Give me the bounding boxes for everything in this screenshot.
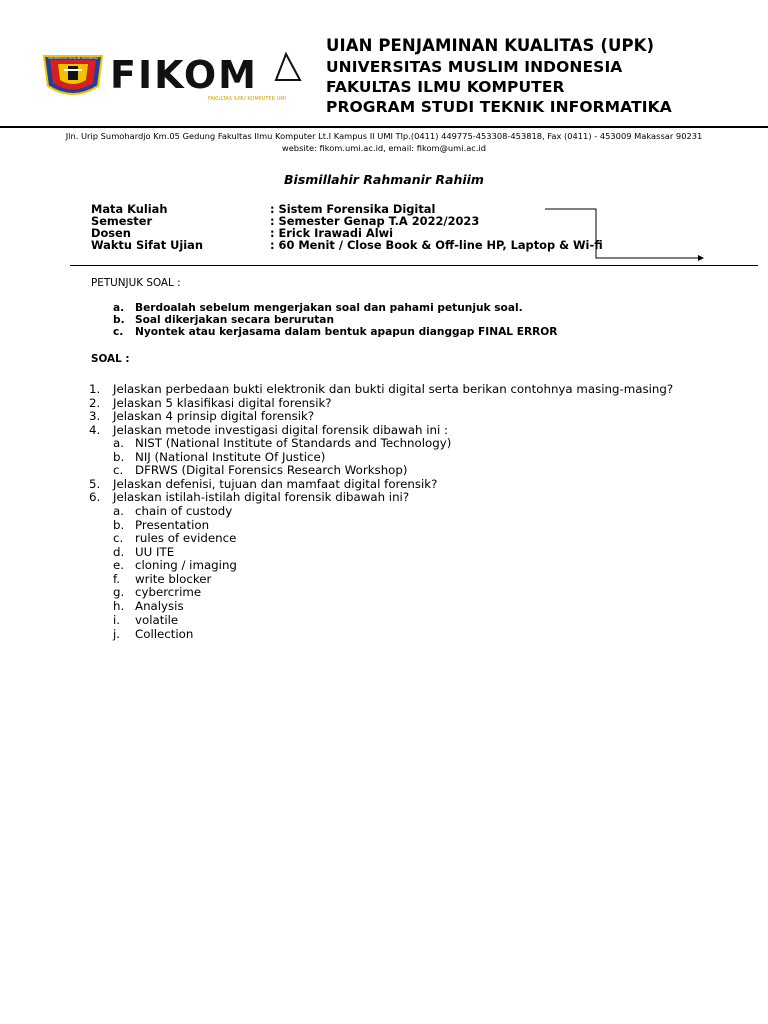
sub-item-marker: b.: [113, 518, 125, 532]
instruction-marker: a.: [113, 302, 125, 314]
bracket-arrow: [540, 200, 710, 266]
question-text: Jelaskan perbedaan bukti elektronik dan bukti digital serta berikan contohnya masing-masing?: [113, 382, 674, 396]
question-number: 5.: [89, 477, 101, 491]
emblem-text: UNIVERSITAS MUSLIM INDONESIA: [47, 56, 99, 60]
sub-item-marker: b.: [113, 450, 125, 464]
sub-item-marker: c.: [113, 531, 124, 545]
header-divider: [0, 126, 768, 128]
contact-line: website: fikom.umi.ac.id, email: fikom@umi.ac.id: [281, 143, 487, 153]
question-number: 2.: [89, 396, 101, 410]
sub-item-marker: a.: [113, 436, 124, 450]
question-text: Jelaskan istilah-istilah digital forensik dibawah ini?: [113, 490, 410, 504]
sub-item-text: volatile: [135, 613, 179, 627]
sub-item-marker: f.: [113, 572, 121, 586]
header-program: PROGRAM STUDI TEKNIK INFORMATIKA: [326, 98, 672, 116]
sub-item-text: chain of custody: [135, 504, 233, 518]
question-number: 1.: [89, 382, 101, 396]
sub-item-marker: c.: [113, 463, 124, 477]
question-text: Jelaskan defenisi, tujuan dan mamfaat digital forensik?: [113, 477, 438, 491]
sub-item-text: cybercrime: [135, 585, 202, 599]
logo-text: FIKOM: [110, 53, 258, 97]
sub-item-marker: j.: [113, 627, 121, 641]
sub-item-marker: i.: [113, 613, 121, 627]
sub-item-text: cloning / imaging: [135, 558, 237, 572]
info-divider: [70, 265, 758, 266]
sub-item-text: UU ITE: [135, 545, 175, 559]
university-emblem: [40, 50, 106, 102]
sub-item-marker: d.: [113, 545, 125, 559]
sub-item-marker: e.: [113, 558, 125, 572]
question-number: 6.: [89, 490, 101, 504]
sub-item-text: rules of evidence: [135, 531, 237, 545]
sub-item-text: NIJ (National Institute Of Justice): [135, 450, 326, 464]
info-value-course: : Sistem Forensika Digital: [270, 202, 436, 216]
header-faculty: FAKULTAS ILMU KOMPUTER: [326, 78, 565, 96]
address-line: Jln. Urip Sumohardjo Km.05 Gedung Fakultas Ilmu Komputer Lt.I Kampus II UMI Tlp.(0411) 449775-453308-453818, Fax (0411) - 453009 Makassar 90231: [65, 131, 703, 141]
header-university: UNIVERSITAS MUSLIM INDONESIA: [326, 58, 623, 76]
sub-item-text: Presentation: [135, 518, 210, 532]
header-title: UIAN PENJAMINAN KUALITAS (UPK): [326, 36, 655, 55]
sub-item-marker: g.: [113, 585, 125, 599]
info-label-exam-time: Waktu Sifat Ujian: [91, 238, 203, 252]
question-number: 4.: [89, 423, 101, 437]
sub-item-text: Collection: [135, 627, 194, 641]
instruction-marker: c.: [113, 326, 124, 338]
info-label-semester: Semester: [91, 214, 153, 228]
instruction-text: Soal dikerjakan secara berurutan: [135, 314, 334, 326]
question-text: Jelaskan metode investigasi digital forensik dibawah ini :: [113, 423, 448, 437]
info-label-course: Mata Kuliah: [91, 202, 168, 216]
sub-item-marker: a.: [113, 504, 124, 518]
question-number: 3.: [89, 409, 101, 423]
sub-item-text: Analysis: [135, 599, 184, 613]
instruction-marker: b.: [113, 314, 125, 326]
logo-tagline: FAKULTAS ILMU KOMPUTER UMI: [208, 96, 287, 102]
fikom-logo: [108, 50, 308, 102]
bismillah-heading: Bismillahir Rahmanir Rahiim: [284, 172, 484, 187]
instruction-text: Berdoalah sebelum mengerjakan soal dan pahami petunjuk soal.: [135, 302, 523, 314]
question-text: Jelaskan 4 prinsip digital forensik?: [113, 409, 315, 423]
info-label-lecturer: Dosen: [91, 226, 131, 240]
sub-item-text: write blocker: [135, 572, 212, 586]
question-text: Jelaskan 5 klasifikasi digital forensik?: [113, 396, 332, 410]
sub-item-text: NIST (National Institute of Standards and Technology): [135, 436, 452, 450]
sub-item-marker: h.: [113, 599, 125, 613]
instruction-text: Nyontek atau kerjasama dalam bentuk apapun dianggap FINAL ERROR: [135, 326, 558, 338]
info-value-exam-time: : 60 Menit / Close Book & Off-line HP, Laptop & Wi-fi: [270, 238, 603, 252]
info-value-lecturer: : Erick Irawadi Alwi: [270, 226, 394, 240]
instructions-title: PETUNJUK SOAL :: [91, 277, 181, 289]
sub-item-text: DFRWS (Digital Forensics Research Workshop): [135, 463, 408, 477]
info-value-semester: : Semester Genap T.A 2022/2023: [270, 214, 480, 228]
questions-title: SOAL :: [91, 353, 130, 365]
